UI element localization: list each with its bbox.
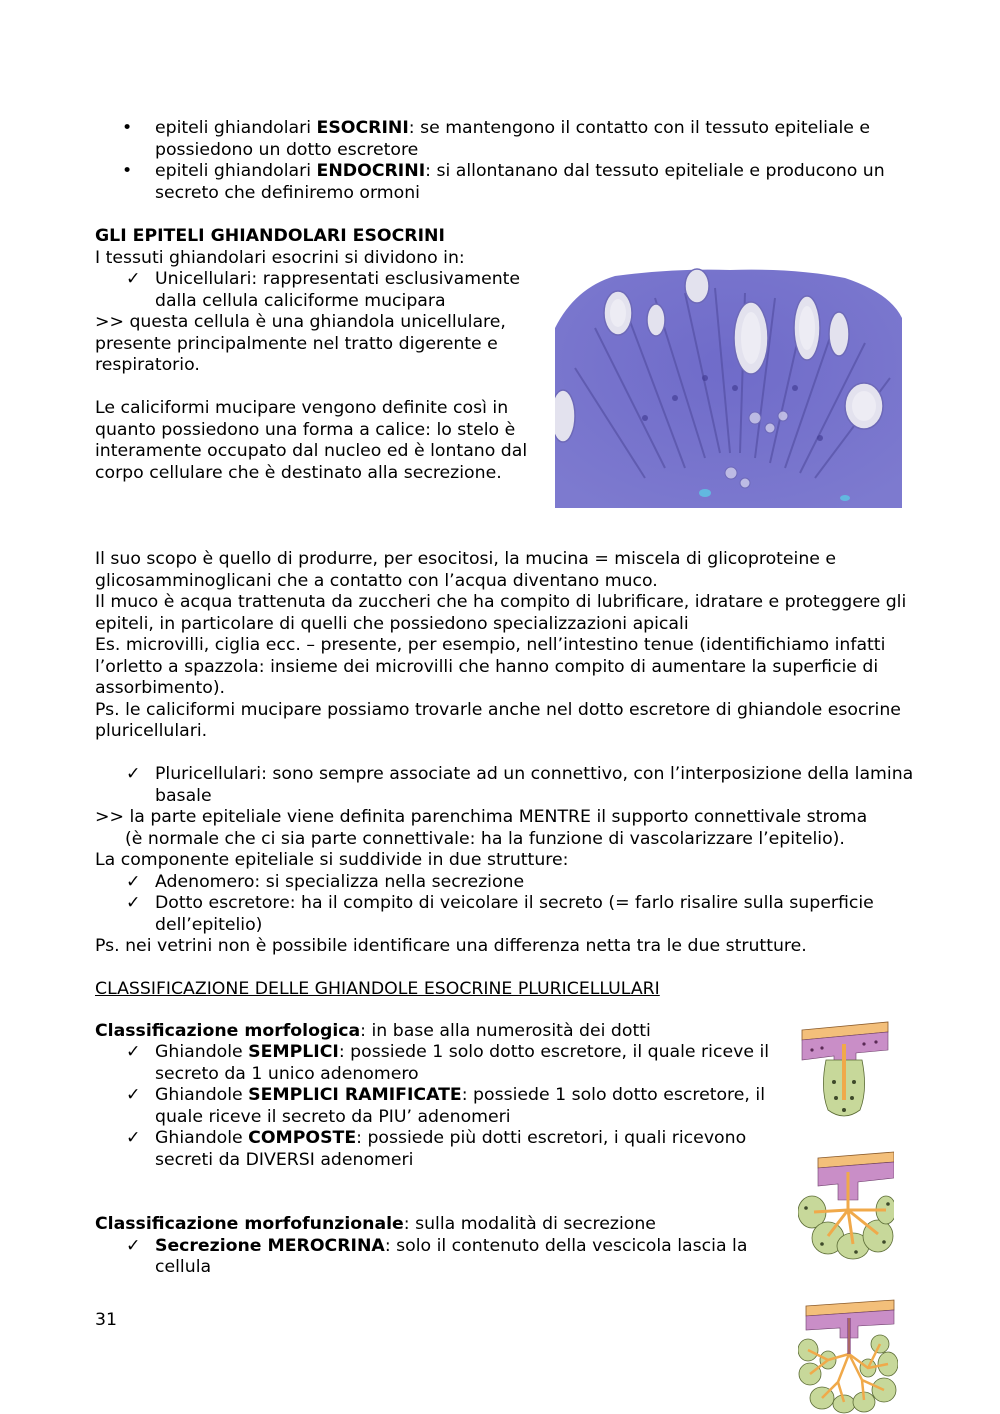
bold-title: Classificazione morfologica <box>95 1020 361 1041</box>
check-item-unicellular <box>95 269 545 312</box>
check-item-pluricellular <box>95 764 925 807</box>
section-exocrine-epithelia <box>95 226 545 484</box>
check-item-bold: SEMPLICI RAMIFICATE <box>248 1085 462 1105</box>
bullet-item-exocrine <box>95 118 925 161</box>
check-icon: ✓ <box>126 1042 141 1062</box>
simple-gland-diagram <box>798 1020 890 1120</box>
check-item-semplici <box>95 1042 785 1085</box>
goblet-cell-micrograph <box>555 268 902 508</box>
check-icon: ✓ <box>126 764 141 784</box>
check-item-text: : possiede 1 solo dotto escretore, il quale riceve il secreto da PIU’ adenomeri <box>155 1085 765 1127</box>
bullet-text: : se mantengono il contatto con il tessuto epiteliale e possiedono un dotto escretore <box>155 118 871 160</box>
check-icon: ✓ <box>126 871 141 892</box>
section-mucin <box>95 549 925 1001</box>
check-item-text: Ghiandole <box>155 1085 249 1105</box>
paragraph: Il muco è acqua trattenuta da zuccheri che ha compito di lubrificare, idratare e proteggere gli epiteli, in particolare di quelli che possiedono specializzazioni apicali <box>95 592 907 634</box>
page-number: 31 <box>95 1310 117 1330</box>
bold-title: Classificazione morfofunzionale <box>95 1214 404 1234</box>
paragraph: >> la parte epiteliale viene definita parenchima MENTRE il supporto connettivale stroma <box>95 807 868 827</box>
check-item-text: : possiede più dotti escretori, i quali ricevono secreti da DIVERSI adenomeri <box>155 1128 747 1170</box>
check-item-text: : possiede 1 solo dotto escretore, il quale riceve il secreto da 1 unico adenomero <box>155 1042 770 1084</box>
check-item-text: Unicellulari: rappresentati esclusivamente dalla cellula caliciforme mucipara <box>155 269 521 311</box>
bullet-bold: ESOCRINI <box>316 118 409 138</box>
check-icon: ✓ <box>126 1085 141 1105</box>
paragraph: Il suo scopo è quello di produrre, per esocitosi, la mucina = miscela di glicoproteine e glicosamminoglicani che a contatto con l’acqua diventano muco. <box>95 549 837 591</box>
morph-classification-title <box>95 1021 785 1043</box>
title-rest: : sulla modalità di secrezione <box>403 1214 656 1234</box>
check-item-text: Ghiandole <box>155 1042 249 1062</box>
check-item-composte <box>95 1128 785 1171</box>
check-item-text: Adenomero: si specializza nella secrezione <box>155 871 525 892</box>
check-item-adenomero <box>95 872 925 894</box>
intro-bullet-list <box>95 118 925 204</box>
section-heading: GLI EPITELI GHIANDOLARI ESOCRINI <box>95 226 445 246</box>
paragraph: Ps. nei vetrini non è possibile identificare una differenza netta tra le due strutture. <box>95 936 807 956</box>
title-rest: : in base alla numerosità dei dotti <box>360 1020 651 1041</box>
compound-gland-diagram <box>798 1298 898 1414</box>
check-item-text: Pluricellulari: sono sempre associate ad un connettivo, con l’interposizione della lamina basale <box>155 764 914 806</box>
section-heading-classification: CLASSIFICAZIONE DELLE GHIANDOLE ESOCRINE PLURICELLULARI <box>95 979 660 999</box>
paragraph: I tessuti ghiandolari esocrini si dividono in: <box>95 247 465 268</box>
check-item-bold: COMPOSTE <box>248 1128 357 1148</box>
check-item-bold: Secrezione MEROCRINA <box>155 1235 385 1256</box>
check-icon: ✓ <box>126 1128 141 1148</box>
check-item-merocrina <box>95 1236 785 1279</box>
paragraph: Es. microvilli, ciglia ecc. – presente, per esempio, nell’intestino tenue (identifichiamo infatti l’orletto a spazzola: insieme dei microvilli che hanno compito di aumentare la superficie di assorbimento). <box>95 635 886 698</box>
bullet-text: : si allontanano dal tessuto epiteliale e producono un secreto che definiremo ormoni <box>155 161 885 203</box>
check-item-text: : solo il contenuto della vescicola lascia la cellula <box>155 1235 748 1277</box>
func-classification-title <box>95 1214 785 1236</box>
check-item-bold: SEMPLICI <box>248 1042 339 1062</box>
check-item-text: Dotto escretore: ha il compito di veicolare il secreto (= farlo risalire sulla superficie dell’epitelio) <box>155 893 874 935</box>
paragraph: Le caliciformi mucipare vengono definite così in quanto possiedono una forma a calice: lo stelo è interamente occupato dal nucleo ed è lontano dal corpo cellulare che è destinato alla secrezione. <box>95 398 528 483</box>
paragraph: Ps. le caliciformi mucipare possiamo trovarle anche nel dotto escretore di ghiandole esocrine pluricellulari. <box>95 699 901 741</box>
check-icon: ✓ <box>126 269 141 289</box>
check-icon: ✓ <box>126 1235 141 1256</box>
check-item-semplici-ramificate <box>95 1085 785 1128</box>
simple-branched-gland-diagram <box>798 1150 894 1260</box>
bullet-item-endocrine <box>95 161 925 204</box>
bullet-text: epiteli ghiandolari <box>155 118 317 138</box>
bullet-bold: ENDOCRINI <box>316 161 426 181</box>
paragraph: (è normale che ci sia parte connettivale: ha la funzione di vascolarizzare l’epitelio). <box>125 828 845 849</box>
check-item-text: Ghiandole <box>155 1128 249 1148</box>
paragraph: La componente epiteliale si suddivide in due strutture: <box>95 850 569 870</box>
paragraph: >> questa cellula è una ghiandola unicellulare, presente principalmente nel tratto digerente e respiratorio. <box>95 312 506 375</box>
check-item-dotto <box>95 893 925 936</box>
section-classification <box>95 999 785 1279</box>
bullet-text: epiteli ghiandolari <box>155 161 317 181</box>
bullet-icon: • <box>122 161 133 181</box>
bullet-icon: • <box>122 118 133 138</box>
check-icon: ✓ <box>126 893 141 913</box>
